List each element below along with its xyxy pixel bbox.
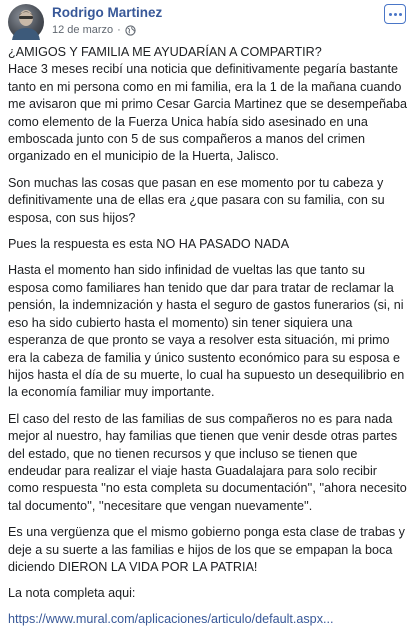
post-paragraph: El caso del resto de las familias de sus compañeros no es para nada mejor al nuestro, hay familias que tienen que venir desde otras partes del estado, que no tienen recursos y que incluso se tienen que endeudar para realizar el viaje hasta Guadalajara para solo recibir como respuesta ''no esta completa su documentación'', ''ahora necesito tal documento'', ''necesitare que vengan nuevamente''. xyxy=(8,411,407,513)
more-dot-icon xyxy=(389,13,392,16)
post-body xyxy=(8,44,407,628)
more-dot-icon xyxy=(399,13,402,16)
globe-icon[interactable] xyxy=(125,25,136,36)
post-paragraph: Es una vergüenza que el mismo gobierno ponga esta clase de trabas y deje a su suerte a las familias e hijos de los que se empapan la boca diciendo DIERON LA VIDA POR LA PATRIA! xyxy=(8,525,405,574)
article-link[interactable]: https://www.mural.com/aplicaciones/articulo/default.aspx... xyxy=(8,611,334,626)
post-date[interactable]: 12 de marzo xyxy=(52,24,114,36)
post-paragraph: Son muchas las cosas que pasan en ese momento por tu cabeza y definitivamente una de ellas era ¿que pasara con su familia, con su esposa, con sus hijos? xyxy=(8,175,385,225)
author-name[interactable]: Rodrigo Martinez xyxy=(52,5,163,20)
more-options-button[interactable] xyxy=(384,4,406,24)
avatar-photo-icon xyxy=(8,4,44,40)
post-header xyxy=(0,0,411,44)
author-avatar[interactable] xyxy=(8,4,44,40)
post-paragraph: La nota completa aqui: xyxy=(8,586,136,601)
post-paragraph: ¿AMIGOS Y FAMILIA ME AYUDARÍAN A COMPARTIR? Hace 3 meses recibí una noticia que definitivamente pegaría bastante tanto en mi persona como en mi familia, era la 1 de la mañana cuando me avisaron que mi primo Cesar Garcia Martinez que se desempeñaba como elemento de la Fuerza Unica había sido asesinado en una emboscada junto con 5 de sus compañeros a manos del crimen organizado en el municipio de la Huerta, Jalisco. xyxy=(8,45,407,164)
post-paragraph: Hasta el momento han sido infinidad de vueltas las que tanto su esposa como familiares han tenido que dar para tratar de reclamar la pensión, la indemnización y hasta el seguro de gastos funerarios (si, ni eso ha sido cubierto hasta el momento) sin tener siquiera una esperanza de que pronto se vaya a resolver esta situación, mi primo era la cabeza de familia y único sustento económico para su esposa e hijos hasta el día de su muerte, lo cual ha supuesto un desequilibrio en la economía familiar muy importante. xyxy=(8,263,405,400)
more-dot-icon xyxy=(394,13,397,16)
post-paragraph: Pues la respuesta es esta NO HA PASADO NADA xyxy=(8,237,290,252)
post-meta xyxy=(52,24,136,36)
meta-separator: · xyxy=(117,24,121,36)
